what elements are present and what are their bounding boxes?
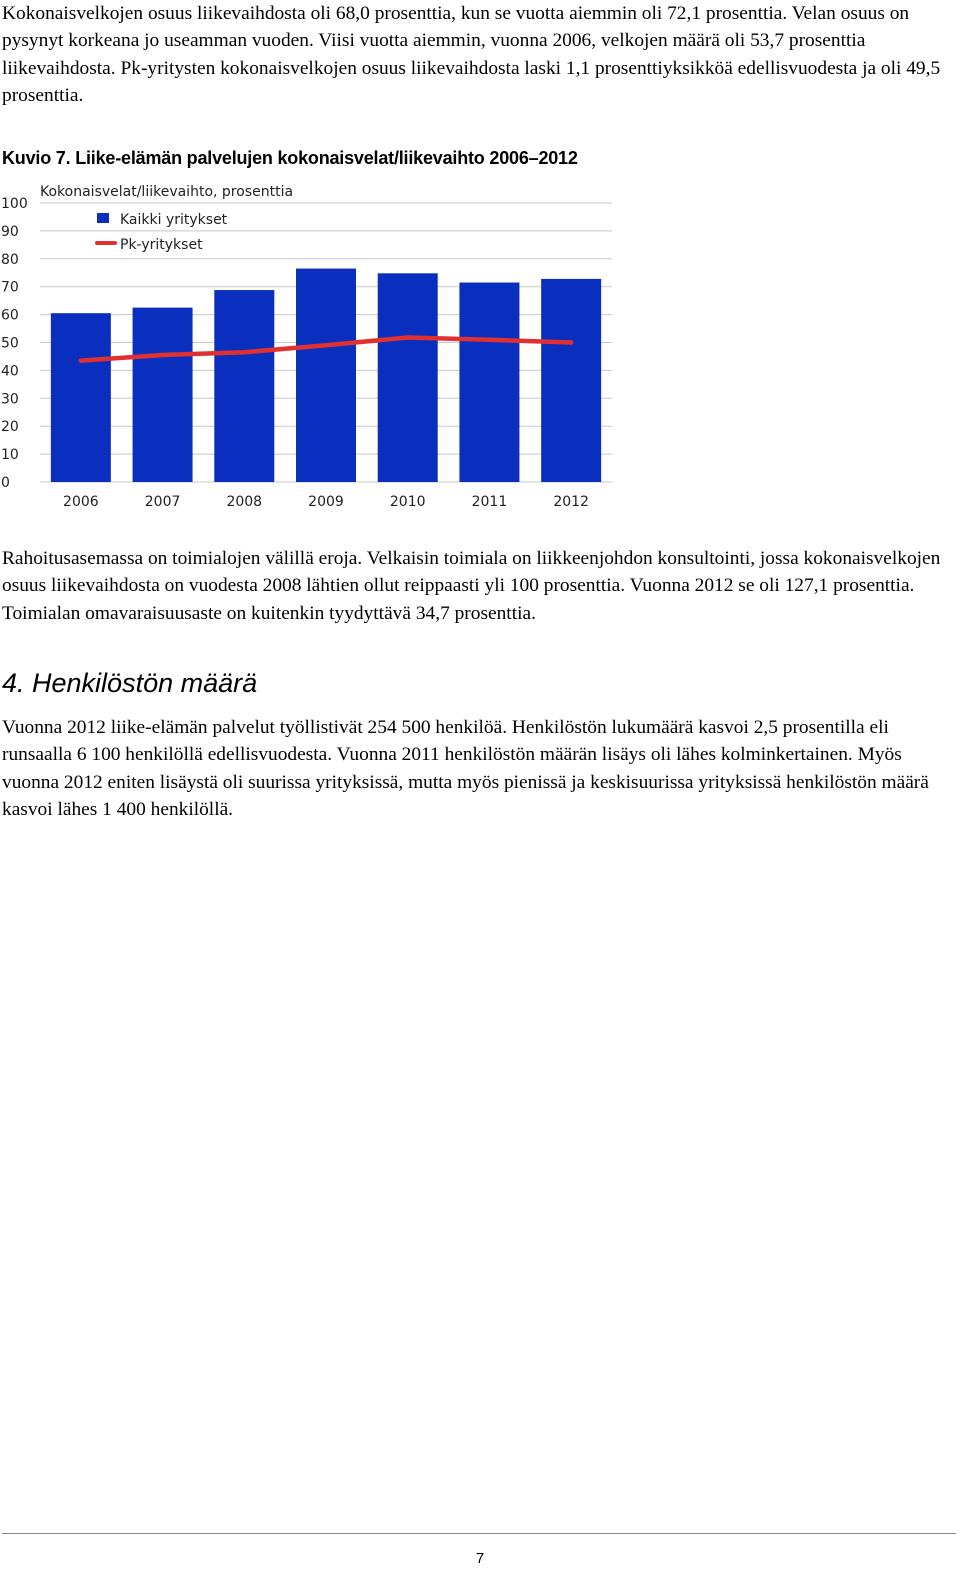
x-tick-label: 2010 — [389, 494, 426, 510]
bar-2008 — [214, 290, 274, 482]
bar-2011 — [459, 283, 519, 482]
bars — [51, 269, 601, 482]
figure-title: Kuvio 7. Liike-elämän palvelujen kokonaisvelat/liikevaihto 2006–2012 — [2, 148, 578, 168]
legend-label-bar: Kaikki yritykset — [120, 212, 228, 228]
body-paragraph-personnel: Vuonna 2012 liike-elämän palvelut työllistivät 254 500 henkilöä. Henkilöstön lukumäärä kasvoi 2,5 prosentilla eli runsaalla 6 100 henkilöllä edellisvuodesta. Vuonna 2011 henkilöstön määrän lisäys oli lähes kolminkertainen. Myös vuonna 2012 eniten lisäystä oli suurissa yrityksissä, mutta myös pienissä ja keskisuurissa yrityksissä henkilöstön määrä kasvoi lähes 1 400 henkilöllä. — [2, 717, 929, 820]
y-tick-label: 20 — [1, 419, 19, 436]
intro-paragraph: Kokonaisvelkojen osuus liikevaihdosta oli 68,0 prosenttia, kun se vuotta aiemmin oli 72,1 prosenttia. Velan osuus on pysynyt korkeana jo useamman vuoden. Viisi vuotta aiemmin, vuonna 2006, velkojen määrä oli 53,7 prosenttia liikevaihdosta. Pk-yritysten kokonaisvelkojen osuus liikevaihdosta laski 1,1 prosenttiyksikköä edellisvuodesta ja oli 49,5 prosenttia. — [2, 3, 941, 106]
y-tick-label: 90 — [1, 223, 19, 240]
y-tick-label: 60 — [1, 307, 19, 324]
bar-2009 — [296, 269, 356, 482]
y-tick-label: 70 — [1, 279, 19, 296]
bar-2006 — [51, 313, 111, 482]
line-point-2008 — [242, 350, 246, 354]
x-tick-label: 2006 — [63, 494, 99, 510]
body-paragraph-industries: Rahoitusasemassa on toimialojen välillä eroja. Velkaisin toimiala on liikkeenjohdon konsultointi, jossa kokonaisvelkojen osuus liikevaihdosta on vuodesta 2008 lähtien ollut reippaasti yli 100 prosenttia. Vuonna 2012 se oli 127,1 prosenttia. Toimialan omavaraisuusaste on kuitenkin tyydyttävä 34,7 prosenttia. — [2, 548, 941, 624]
line-point-2012 — [569, 340, 573, 344]
page-number: 7 — [475, 1550, 485, 1567]
y-tick-label: 40 — [1, 363, 19, 380]
legend — [97, 212, 228, 253]
y-tick-labels — [1, 196, 28, 491]
line-point-2011 — [487, 338, 491, 342]
bar-2012 — [541, 279, 601, 482]
x-tick-label: 2012 — [553, 494, 589, 510]
y-tick-label: 80 — [1, 251, 19, 268]
line-point-2007 — [160, 353, 164, 357]
line-point-2010 — [406, 335, 410, 339]
y-tick-label: 50 — [1, 335, 19, 352]
x-tick-labels — [63, 494, 589, 510]
x-tick-label: 2011 — [471, 494, 508, 510]
legend-swatch-bar — [97, 213, 109, 223]
y-tick-label: 0 — [1, 475, 10, 491]
debt-ratio-chart — [0, 176, 640, 516]
bar-2010 — [378, 273, 438, 482]
x-tick-label: 2007 — [144, 494, 181, 510]
chart-title: Kokonaisvelat/liikevaihto, prosenttia — [40, 184, 294, 200]
section-heading: 4. Henkilöstön määrä — [2, 668, 258, 698]
x-tick-label: 2009 — [308, 494, 344, 510]
line-point-2009 — [324, 343, 328, 347]
legend-label-line: Pk-yritykset — [120, 237, 203, 253]
footer-divider — [2, 1533, 956, 1534]
x-tick-label: 2008 — [226, 494, 263, 510]
line-point-2006 — [79, 358, 83, 362]
bar-2007 — [133, 308, 193, 482]
y-tick-label: 30 — [1, 391, 19, 408]
y-tick-label: 100 — [1, 196, 28, 212]
y-tick-label: 10 — [1, 447, 19, 464]
